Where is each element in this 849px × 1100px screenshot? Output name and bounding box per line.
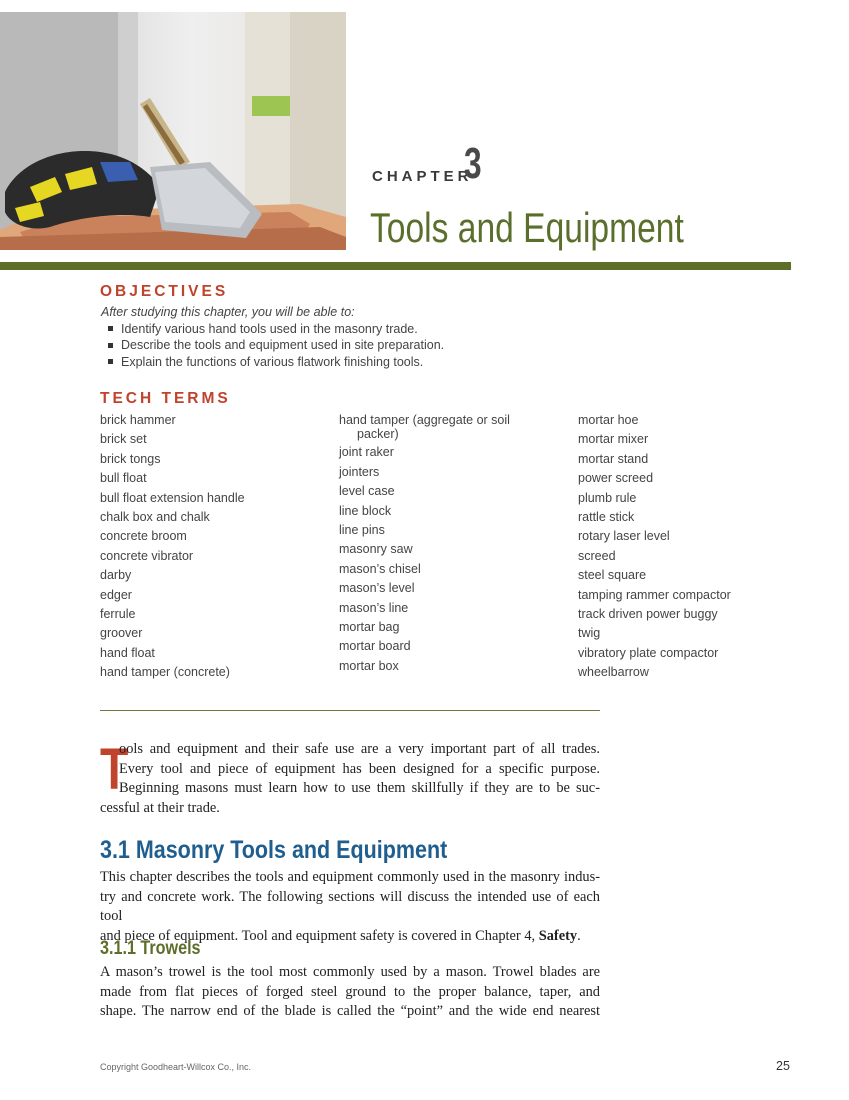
paragraph-line: ools and equipment and their safe use are a very important part of all trades.: [119, 741, 600, 757]
tech-term: line pins: [339, 523, 385, 538]
chapter-label: CHAPTER: [372, 168, 473, 185]
tech-term: chalk box and chalk: [100, 510, 210, 525]
tech-term: twig: [578, 626, 601, 641]
objectives-list: [108, 321, 444, 370]
tech-term: concrete vibrator: [100, 548, 194, 563]
tech-term: plumb rule: [578, 490, 637, 505]
tech-term: level case: [339, 484, 395, 499]
tech-term: mortar mixer: [578, 432, 649, 447]
tech-term: mortar hoe: [578, 413, 639, 427]
page-number: 25: [776, 1059, 790, 1073]
tech-term: vibratory plate compactor: [578, 645, 719, 660]
tech-terms-heading: TECH TERMS: [100, 390, 231, 407]
tech-term: mortar stand: [578, 451, 649, 466]
chapter-title: Tools and Equipment: [370, 204, 684, 251]
tech-term: mortar bag: [339, 620, 400, 635]
tech-term: bull float: [100, 471, 147, 486]
section-divider: [100, 710, 600, 711]
tech-term: rotary laser level: [578, 529, 670, 544]
intro-paragraph: [100, 737, 600, 818]
tech-term: brick tongs: [100, 451, 161, 466]
tech-term: hand tamper (concrete): [100, 665, 230, 680]
tech-term: screed: [578, 548, 616, 563]
tech-term: joint raker: [339, 445, 394, 460]
paragraph-line: A mason’s trowel is the tool most commonly used by a mason. Trowel blades are: [100, 964, 600, 980]
tech-term: mason’s line: [339, 600, 409, 615]
tech-term: ferrule: [100, 607, 136, 622]
subsection-heading: 3.1.1 Trowels: [100, 938, 201, 959]
paragraph-line: Every tool and piece of equipment has been designed for a specific purpose.: [119, 760, 600, 777]
trowel-and-gloves-illustration: [0, 12, 346, 250]
tech-terms-column-2: [339, 411, 510, 676]
tech-terms-column-3: [578, 411, 731, 683]
tech-term: track driven power buggy: [578, 607, 718, 622]
chapter-hero-photo: [0, 12, 346, 250]
section-paragraph: [100, 868, 600, 946]
paragraph-line: and piece of equipment. Tool and equipment safety is covered in Chapter 4, Safety.: [100, 927, 581, 944]
tech-term: brick set: [100, 432, 147, 447]
objectives-intro: After studying this chapter, you will be able to:: [101, 305, 355, 319]
tech-term: masonry saw: [339, 542, 413, 557]
chapter-number: 3: [464, 139, 482, 188]
tech-term: hand float: [100, 645, 155, 660]
tech-term: mason’s chisel: [339, 561, 421, 576]
objectives-heading: OBJECTIVES: [100, 283, 229, 300]
tech-term: darby: [100, 568, 132, 583]
tech-term: rattle stick: [578, 510, 635, 525]
tech-term: power screed: [578, 471, 654, 486]
tech-term: mason’s level: [339, 581, 415, 596]
tech-term: brick hammer: [100, 413, 176, 427]
tech-term: mortar box: [339, 658, 399, 673]
copyright-notice: Copyright Goodheart-Willcox Co., Inc.: [100, 1062, 252, 1072]
tech-term: steel square: [578, 568, 647, 583]
objective-item: Explain the functions of various flatwork finishing tools.: [108, 354, 444, 370]
subsection-paragraph: [100, 963, 600, 1022]
bullet-square-icon: [108, 343, 113, 348]
tech-term: groover: [100, 626, 143, 641]
paragraph-line: cessful at their trade.: [100, 799, 220, 816]
paragraph-line: This chapter describes the tools and equipment commonly used in the masonry indus-: [100, 869, 600, 885]
paragraph-line: Beginning masons must learn how to use them skillfully if they are to be suc-: [119, 780, 600, 796]
tech-term: bull float extension handle: [100, 490, 245, 505]
tech-term: line block: [339, 503, 392, 518]
drop-cap: T: [100, 737, 129, 802]
tech-term: edger: [100, 587, 132, 602]
paragraph-line: made from flat pieces of forged steel ground to the proper balance, taper, and: [100, 983, 600, 1000]
bullet-square-icon: [108, 359, 113, 364]
paragraph-line: shape. The narrow end of the blade is called the “point” and the wide end nearest: [100, 1003, 600, 1019]
tech-term: hand tamper (aggregate or soil: [339, 413, 510, 427]
paragraph-line: try and concrete work. The following sections will discuss the intended use of each tool: [100, 888, 600, 924]
tech-terms-column-1: [100, 411, 245, 683]
title-divider-bar: [0, 262, 791, 270]
objective-item: Identify various hand tools used in the masonry trade.: [108, 321, 444, 337]
tech-term: concrete broom: [100, 529, 187, 544]
section-heading: 3.1 Masonry Tools and Equipment: [100, 836, 448, 864]
tech-term-continuation: packer): [357, 427, 399, 442]
tech-term: wheelbarrow: [578, 665, 649, 680]
objective-item: Describe the tools and equipment used in site preparation.: [108, 337, 444, 353]
bullet-square-icon: [108, 326, 113, 331]
tech-term: tamping rammer compactor: [578, 587, 731, 602]
tech-term: mortar board: [339, 639, 411, 654]
tech-term: jointers: [339, 464, 380, 479]
chapter-reference: Safety: [538, 927, 578, 944]
